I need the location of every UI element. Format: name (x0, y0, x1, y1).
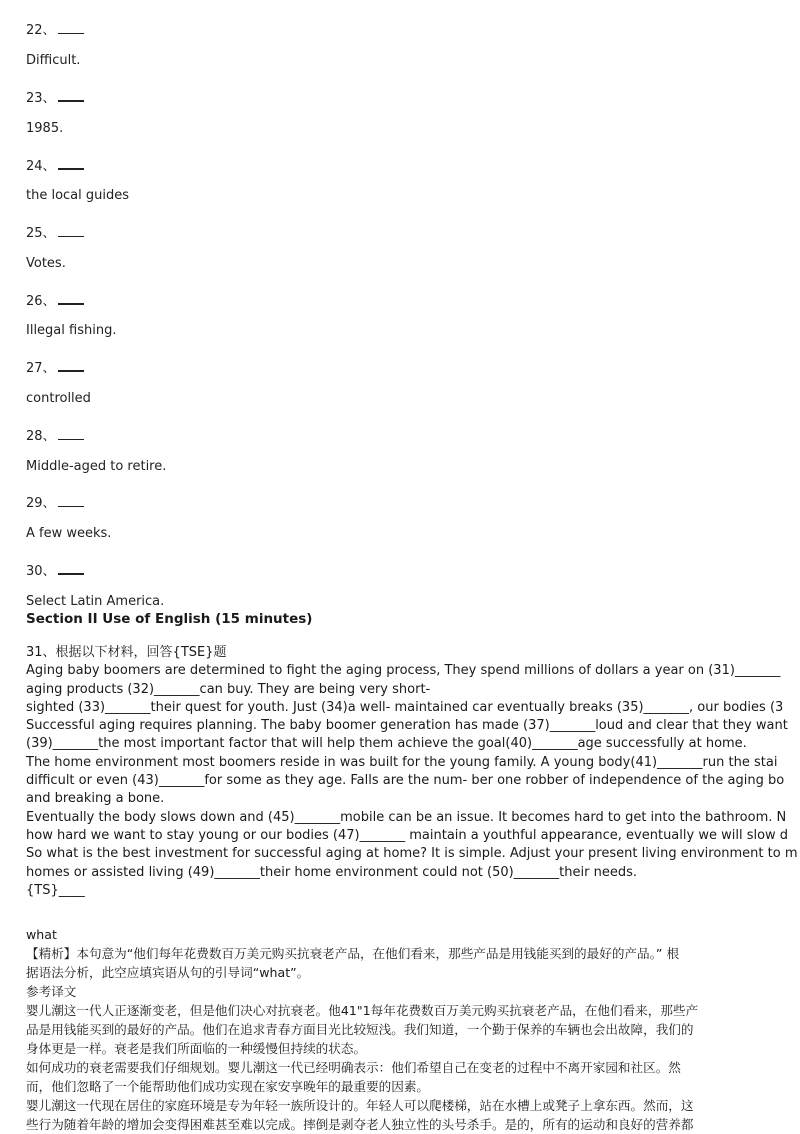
section-title: Section II Use of English (15 minutes) (26, 611, 313, 627)
question-25-answer: Votes. (26, 256, 66, 271)
analysis-line: 婴儿潮这一代现在居住的家庭环境是专为年轻一族所设计的。年轻人可以爬楼梯，站在水槽上或凳子上拿东西。然而，这 (26, 1098, 694, 1113)
passage-line: homes or assisted living (49)_______their home environment could not (50)_______their needs. (26, 864, 637, 880)
cloze-passage (26, 644, 800, 900)
passage-line: So what is the best investment for successful aging at home? It is simple. Adjust your present living environment to m (26, 846, 798, 862)
question-24-answer: the local guides (26, 188, 130, 203)
passage-line: difficult or even (43)_______for some as they age. Falls are the num- ber one robber of independence of the aging bo (26, 773, 785, 789)
question-27-answer: controlled (26, 391, 91, 406)
question-25-number: 25、 (26, 222, 84, 241)
question-23-number: 23、 (26, 87, 84, 106)
question-30-answer: Select Latin America. (26, 594, 165, 609)
passage-line: aging products (32)_______can buy. They are being very short- (26, 681, 431, 697)
analysis-line: 【精析】本句意为“他们每年花费数百万美元购买抗衰老产品，在他们看来，那些产品是用钱能买到的最好的产品。” 根 (26, 946, 680, 961)
question-27-number: 27、 (26, 357, 84, 376)
passage-line: sighted (33)_______their quest for youth. Just (34)a well- maintained car eventually breaks (35)_______, our bodies (3 (26, 699, 784, 715)
question-28-answer: Middle-aged to retire. (26, 459, 167, 474)
passage-line: Eventually the body slows down and (45)_______mobile can be an issue. It becomes hard to get into the bathroom. N (26, 809, 787, 825)
question-29-number: 29、 (26, 492, 84, 511)
analysis-line: 婴儿潮这一代人正逐渐变老，但是他们决心对抗衰老。他41"1每年花费数百万美元购买抗衰老产品，在他们看来，那些产 (26, 1003, 699, 1018)
question-30-number: 30、 (26, 560, 84, 579)
analysis-line: 据语法分析，此空应填宾语从句的引导词“what”。 (26, 965, 310, 980)
passage-line: (39)_______the most important factor that will help them achieve the goal(40)_______age successfully at home. (26, 736, 747, 752)
question-29-answer: A few weeks. (26, 526, 112, 541)
analysis-line: 身体更是一样。衰老是我们所面临的一种缓慢但持续的状态。 (26, 1041, 367, 1056)
analysis-line: 些行为随着年龄的增加会变得困难甚至难以完成。摔倒是剥夺老人独立性的头号杀手。是的，所有的运动和良好的营养都 (26, 1117, 694, 1132)
passage-line: {TS}____ (26, 882, 85, 898)
question-24-number: 24、 (26, 155, 84, 174)
question-26-answer: Illegal fishing. (26, 323, 117, 338)
question-26-number: 26、 (26, 290, 84, 309)
question-28-number: 28、 (26, 425, 84, 444)
analysis-line: 参考译文 (26, 984, 77, 999)
question-22-answer: Difficult. (26, 53, 81, 68)
analysis-line: 而，他们忽略了一个能帮助他们成功实现在家安享晚年的最重要的因素。 (26, 1079, 429, 1094)
passage-line: 31、根据以下材料，回答{TSE}题 (26, 645, 227, 660)
analysis-line: 如何成功的衰老需要我们仔细规划。婴儿潮这一代已经明确表示：他们希望自己在变老的过程中不离开家园和社区。然 (26, 1060, 681, 1075)
passage-line: and breaking a bone. (26, 791, 165, 807)
answer-and-analysis (26, 925, 800, 1134)
analysis-line: 品是用钱能买到的最好的产品。他们在追求青春方面目光比较短浅。我们知道，一个勤于保养的车辆也会出故障，我们的 (26, 1022, 694, 1037)
answer-word: what (26, 927, 57, 942)
passage-line: how hard we want to stay young or our bodies (47)_______ maintain a youthful appearance, eventually we will slow d (26, 827, 789, 843)
passage-line: Successful aging requires planning. The baby boomer generation has made (37)_______loud and clear that they want (26, 718, 788, 734)
question-23-answer: 1985. (26, 121, 64, 136)
question-number-partial (26, 0, 30, 7)
passage-line: Aging baby boomers are determined to fight the aging process, They spend millions of dollars a year on (31)_______ (26, 663, 781, 679)
passage-line: The home environment most boomers reside in was built for the young family. A young body(41)_______run the stai (26, 754, 778, 770)
question-22-number: 22、 (26, 19, 84, 38)
